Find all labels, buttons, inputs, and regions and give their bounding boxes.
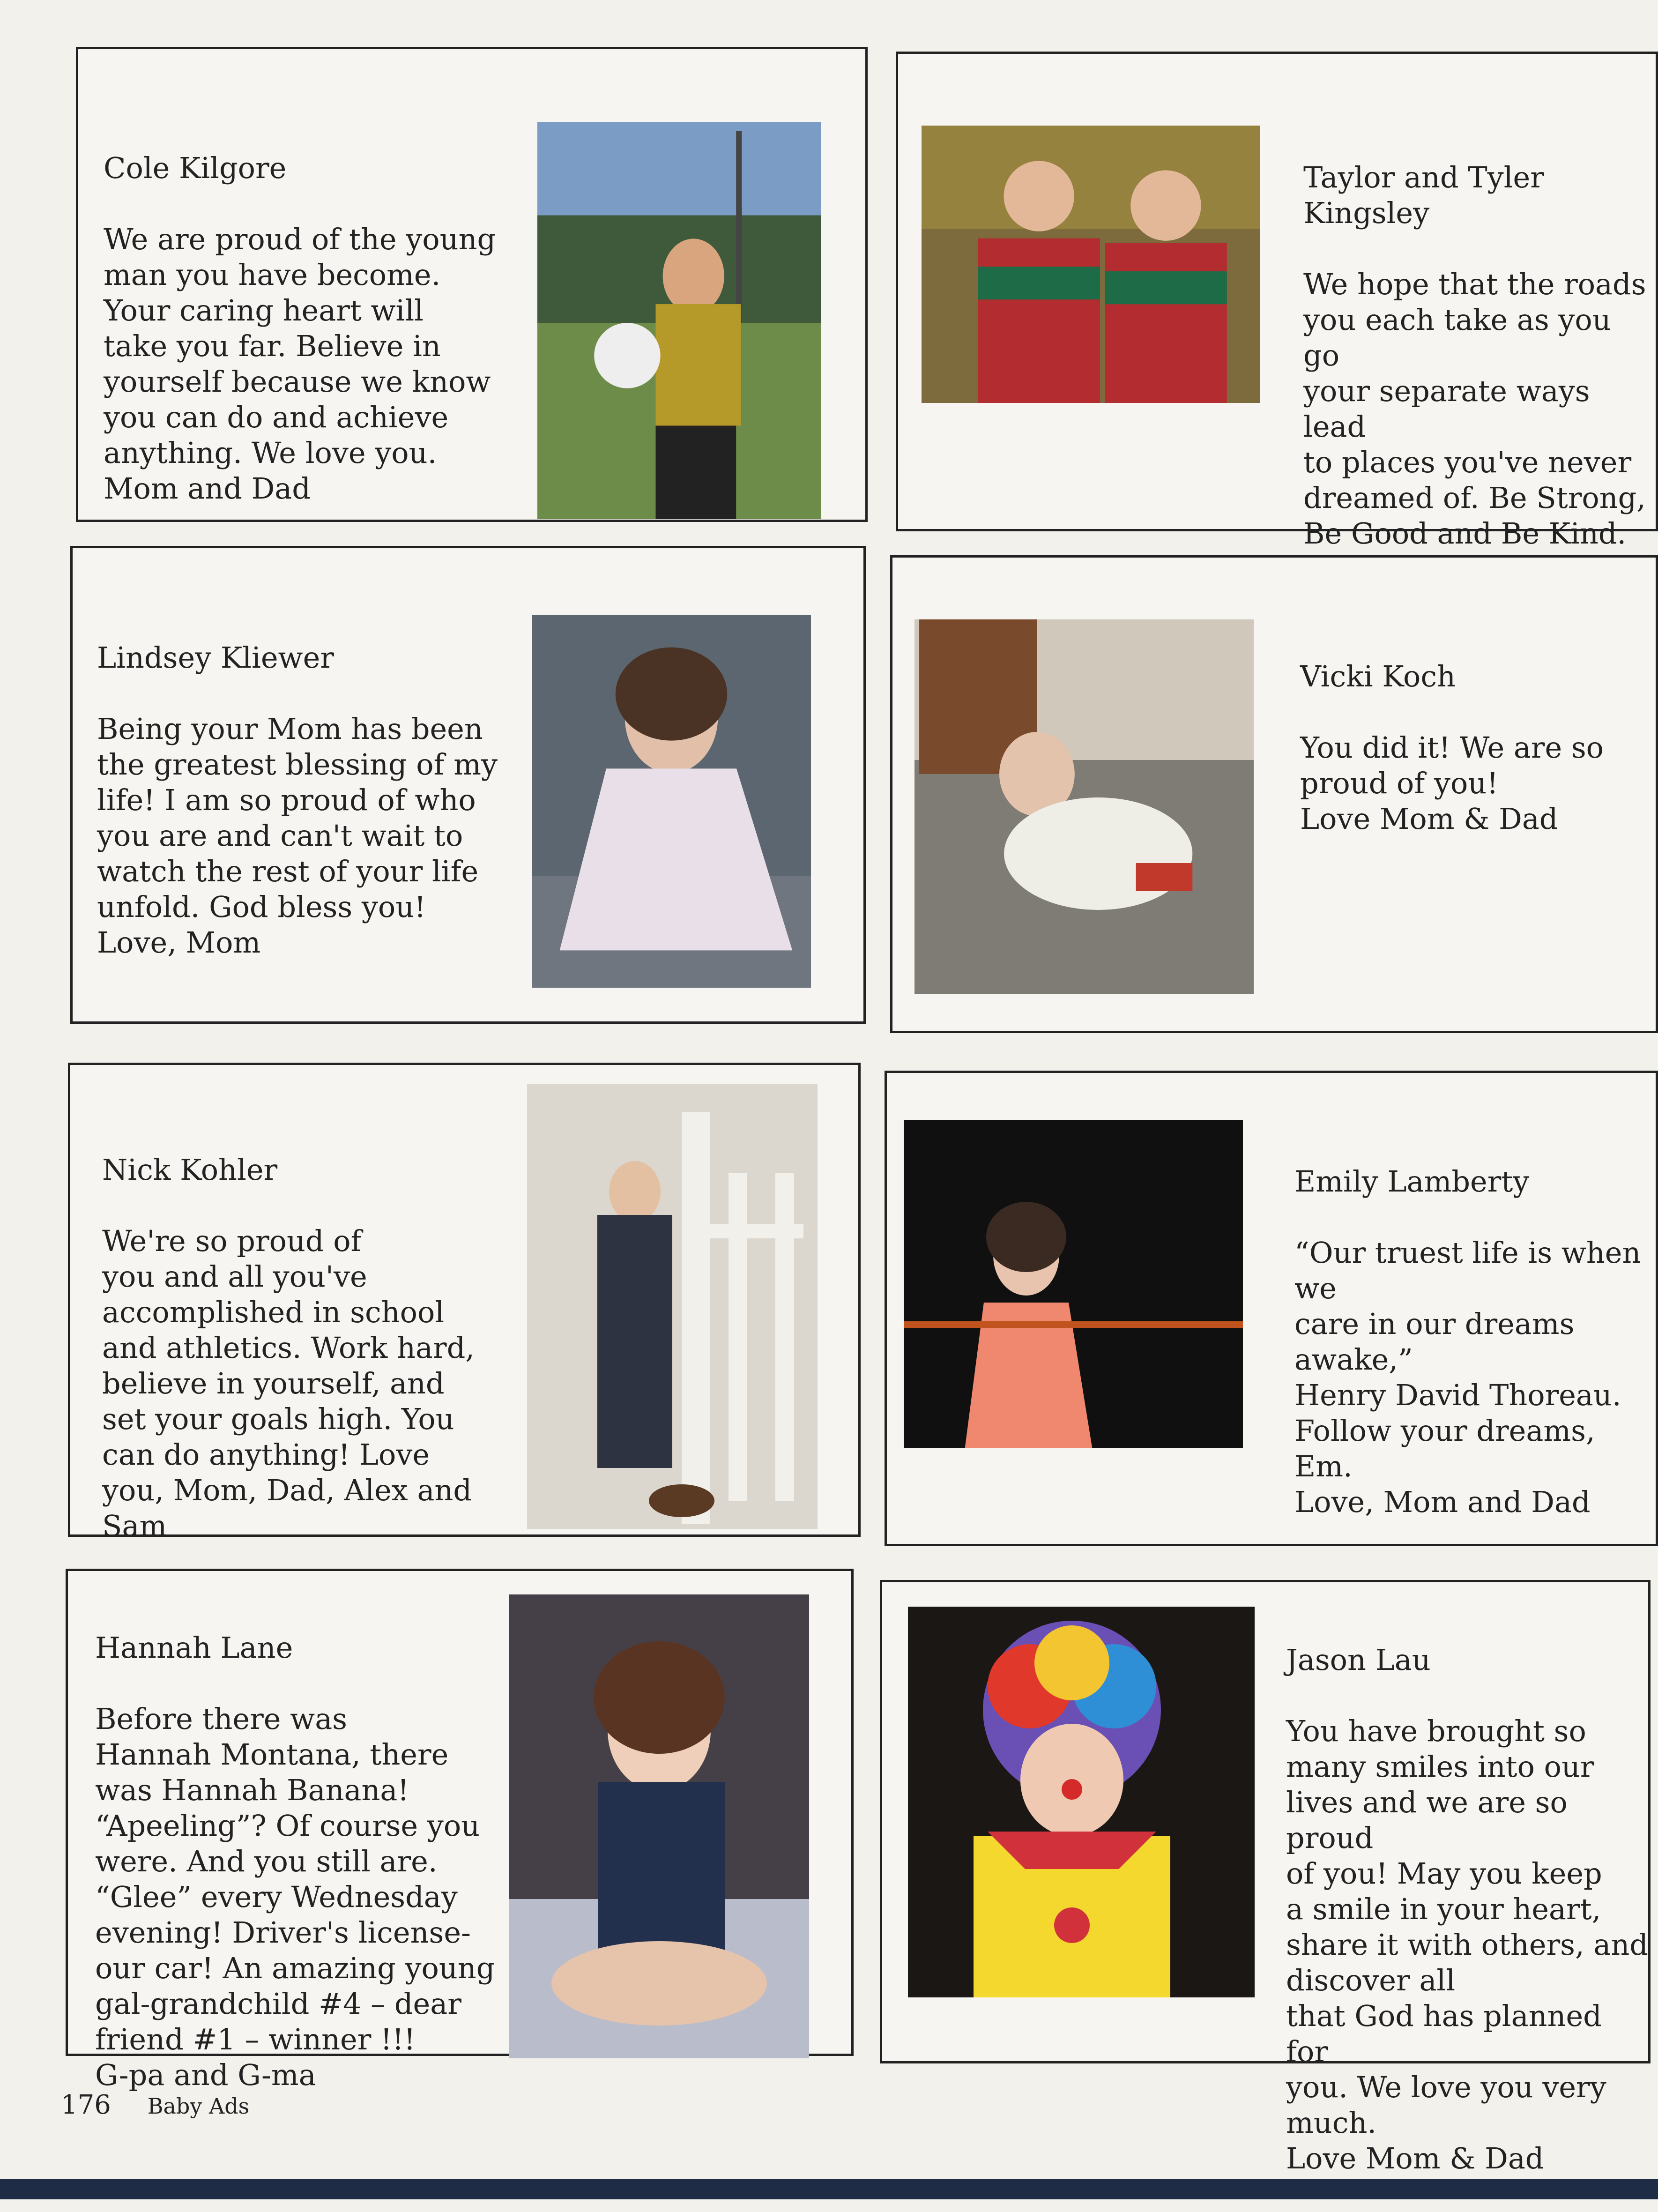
photo-toddler-girl-with-flowers bbox=[904, 1120, 1243, 1448]
ad-message: Being your Mom has been the greatest blessing of my life! I am so proud of who you are and can't wait to watch the rest of your life unfold. God bless you! Love, Mom bbox=[97, 712, 498, 960]
ad-name: Hannah Lane bbox=[95, 1631, 293, 1665]
ad-name: Emily Lamberty bbox=[1294, 1164, 1530, 1199]
ad-name: Lindsey Kliewer bbox=[97, 641, 334, 675]
ad-name: Vicki Koch bbox=[1300, 659, 1456, 693]
ad-message: Before there was Hannah Montana, there was Hannah Banana! “Apeeling”? Of course you were. And you still are. “Glee” every Wednesday evening! Driver's license- our car! An amazing young gal-grandchild #4 – dear friend #1 – winner !!! G-pa and G-ma bbox=[95, 1702, 495, 2092]
photo-girl-with-glasses bbox=[509, 1594, 809, 2058]
photo-twin-boys bbox=[922, 126, 1260, 403]
ad-name: Cole Kilgore bbox=[104, 151, 287, 185]
ad-name: Taylor and Tyler Kingsley bbox=[1303, 160, 1544, 230]
page-number: 176 bbox=[61, 2090, 111, 2120]
ad-message: You have brought so many smiles into our lives and we are so proud of you! May you keep a smile in your heart, share it with others, and discover all that God has planned for you. We love you very much. Love Mom & Dad bbox=[1286, 1714, 1648, 2175]
ad-lindsey-kliewer bbox=[70, 546, 866, 1024]
ad-message: You did it! We are so proud of you! Love Mom & Dad bbox=[1300, 730, 1604, 836]
ad-message: We hope that the roads you each take as you go your separate ways lead to places you've never dreamed of. Be Strong, Be Good and Be Kind. bbox=[1303, 267, 1646, 551]
ad-jason-lau bbox=[880, 1580, 1651, 2175]
ad-message: “Our truest life is when we care in our dreams awake,” Henry David Thoreau. Follow your dreams, Em. Love, Mom and Dad bbox=[1294, 1236, 1641, 1519]
ad-nick-kohler bbox=[68, 1063, 861, 1543]
section-title: Baby Ads bbox=[147, 2093, 250, 2119]
photo-toddler-girl-crawling bbox=[915, 619, 1254, 994]
ad-name: Nick Kohler bbox=[102, 1153, 278, 1187]
ad-message: We're so proud of you and all you've accomplished in school and athletics. Work hard, believe in yourself, and set your goals high. You can do anything! Love you, Mom, Dad, Alex and Sam bbox=[102, 1224, 475, 1543]
ad-message: We are proud of the young man you have become. Your caring heart will take you far. Believe in yourself because we know you can do and achieve anything. We love you. Mom and Dad bbox=[104, 222, 496, 506]
ad-vicki-koch bbox=[890, 555, 1658, 1033]
photo-toddler-boy-with-fence bbox=[527, 1084, 818, 1529]
bottom-edge bbox=[0, 2179, 1658, 2199]
photo-boy-clown-costume bbox=[908, 1607, 1255, 1997]
photo-boy-with-ball bbox=[537, 122, 821, 519]
ad-cole-kilgore bbox=[76, 47, 868, 522]
ad-name: Jason Lau bbox=[1286, 1643, 1431, 1677]
page-footer bbox=[61, 2090, 249, 2120]
photo-toddler-girl-sitting bbox=[532, 615, 811, 988]
ad-hannah-lane bbox=[66, 1569, 854, 2092]
ad-emily-lamberty bbox=[885, 1071, 1658, 1546]
ad-taylor-tyler-kingsley bbox=[896, 52, 1658, 551]
